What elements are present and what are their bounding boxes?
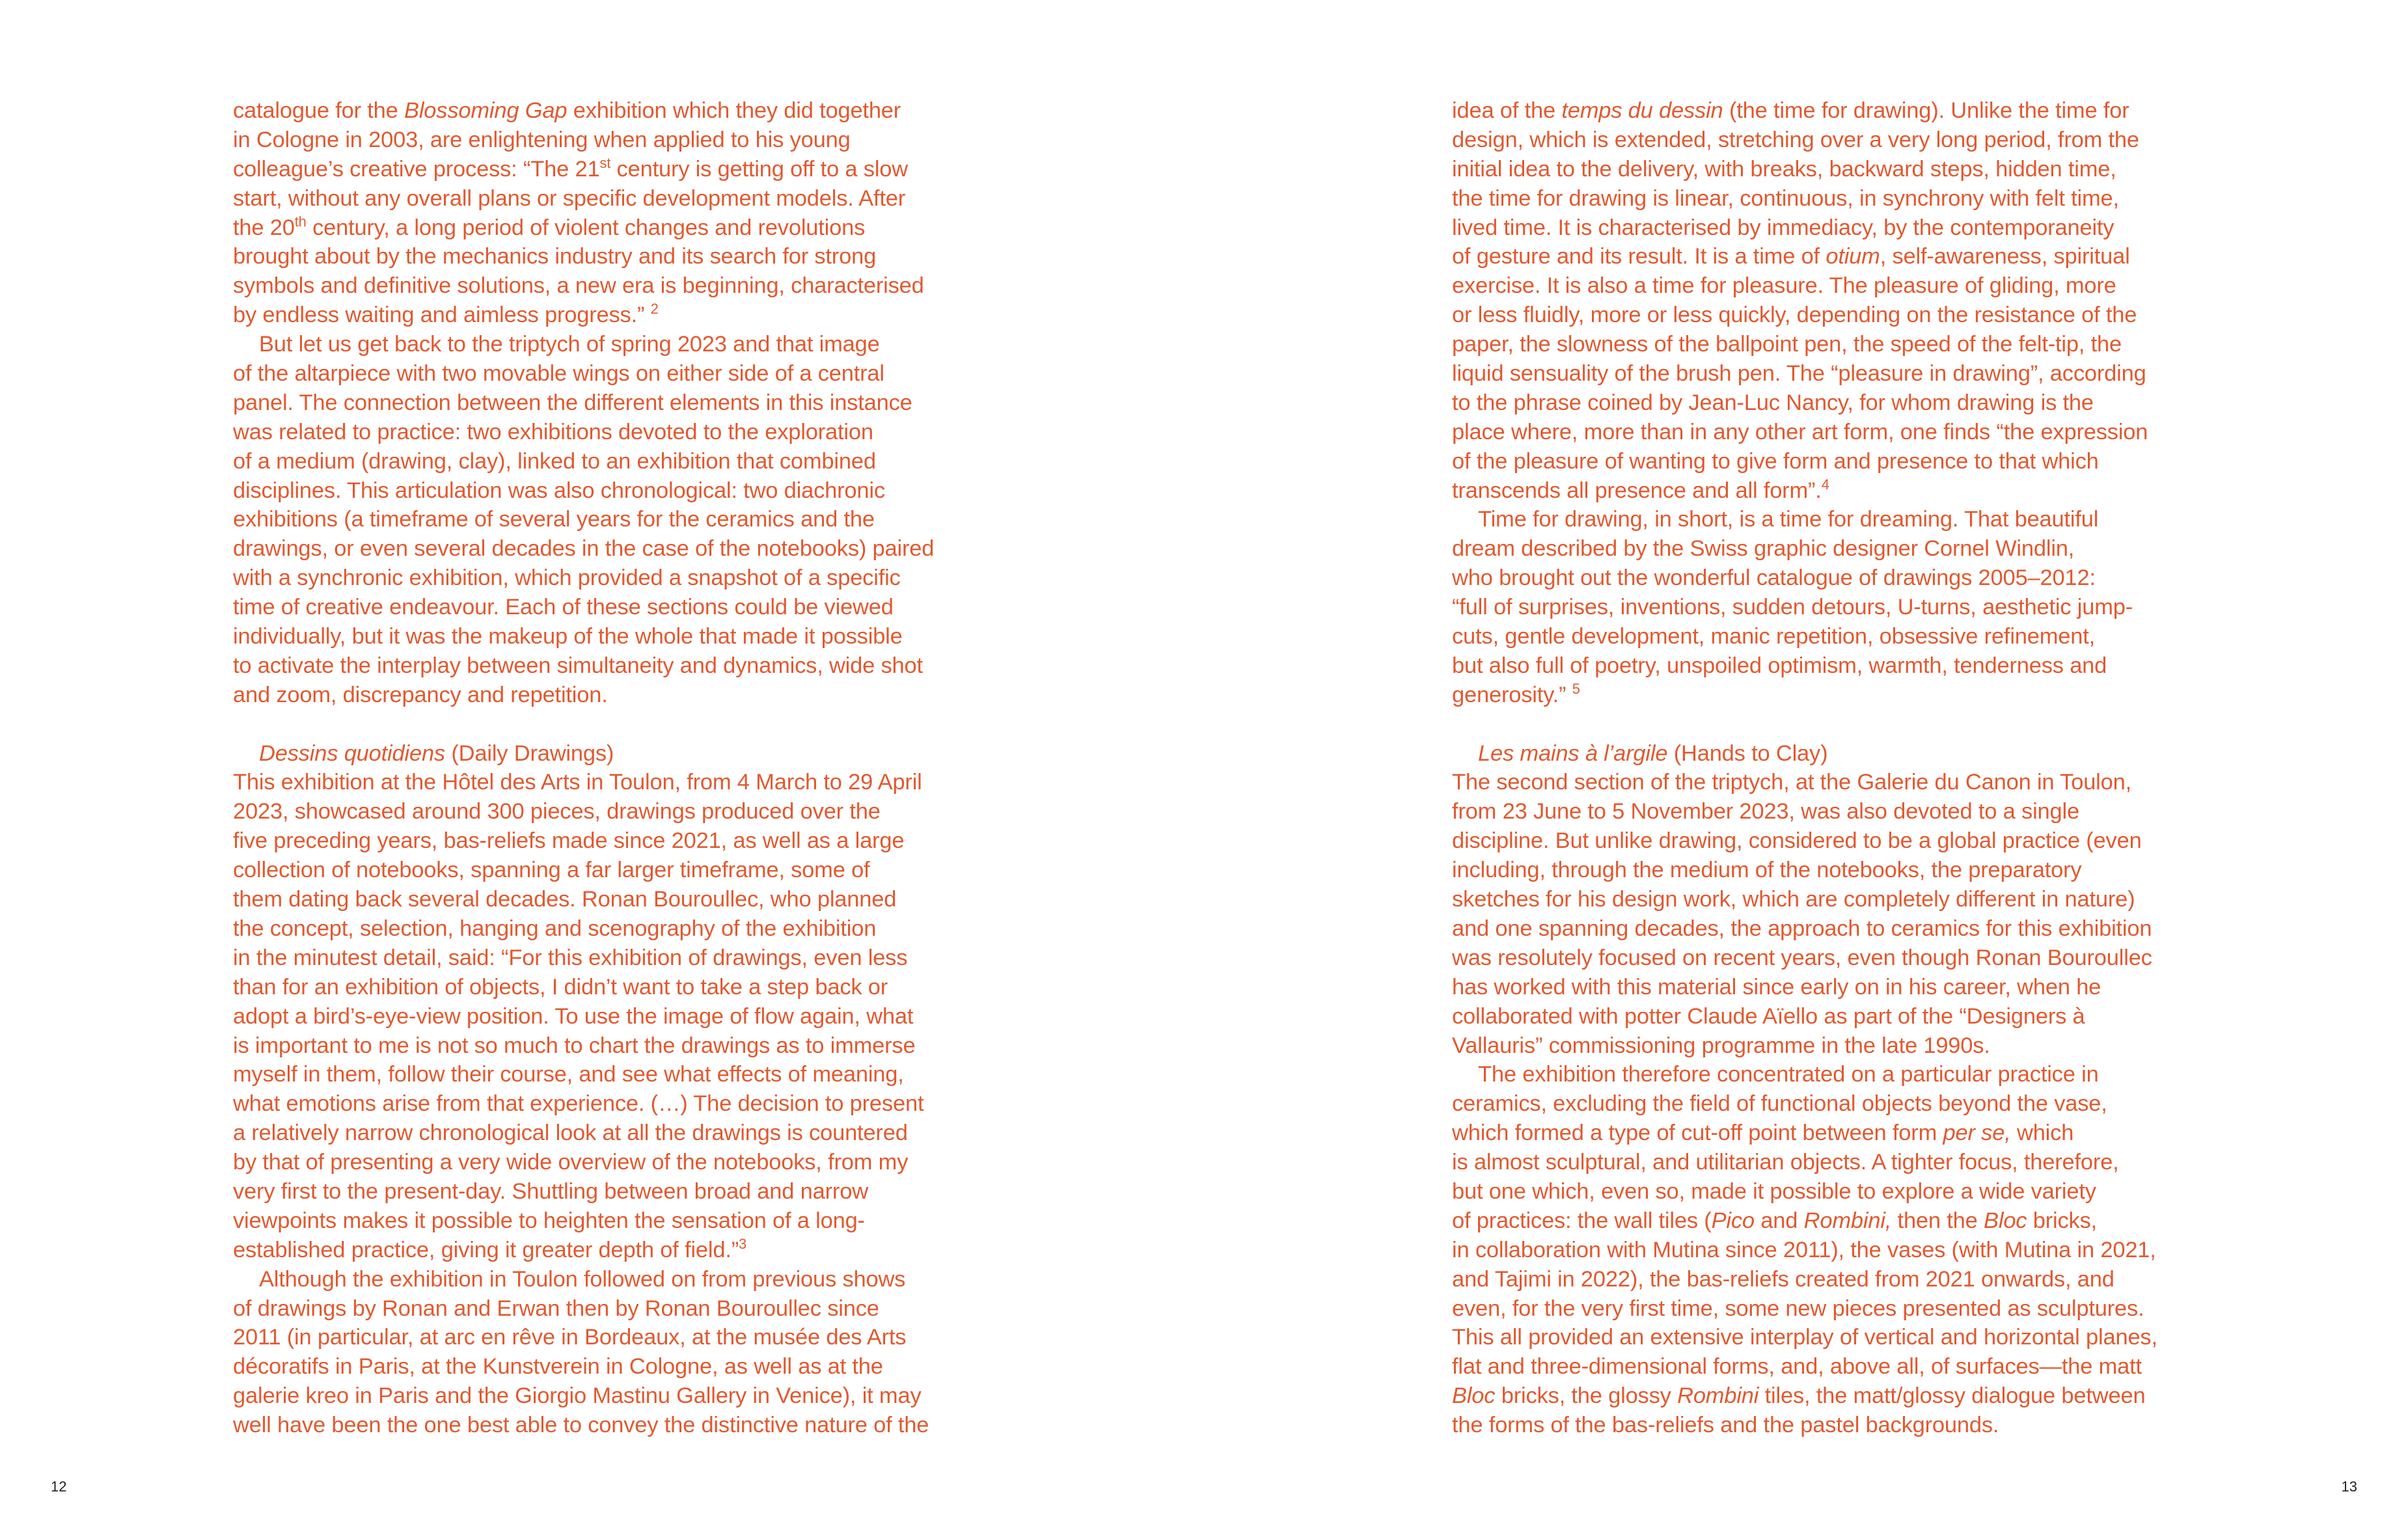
text-line [1452, 1177, 2200, 1206]
text-run: Time for drawing, in short, is a time for dreaming. That beautiful [1478, 507, 2099, 532]
text-run: sketches for his design work, which are completely different in nature) [1452, 887, 2135, 912]
text-line [1452, 1352, 2200, 1381]
text-run: of practices: the wall tiles ( [1452, 1208, 1712, 1233]
text-line [233, 1206, 981, 1236]
text-line [1452, 1089, 2200, 1119]
text-line [1452, 155, 2200, 184]
text-run: a relatively narrow chronological look at all the drawings is countered [233, 1121, 908, 1146]
text-line [233, 242, 981, 271]
text-line [233, 418, 981, 447]
text-run: of the pleasure of wanting to give form and presence to that which [1452, 448, 2099, 474]
text-run: and zoom, discrepancy and repetition. [233, 682, 608, 707]
text-column-right [1452, 96, 2200, 1440]
text-run: which [2010, 1121, 2074, 1146]
text-line [1452, 388, 2200, 418]
text-line [233, 1060, 981, 1089]
text-run: start, without any overall plans or specific development models. After [233, 185, 906, 211]
text-run: and [1754, 1208, 1804, 1233]
text-run: myself in them, follow their course, and see what effects of meaning, [233, 1062, 904, 1087]
text-line [233, 651, 981, 681]
text-run: century, a long period of violent changes and revolutions [306, 215, 866, 240]
text-line [1452, 1381, 2200, 1411]
text-run: drawings, or even several decades in the case of the notebooks) paired [233, 536, 935, 562]
text-line [233, 681, 981, 710]
text-run: décoratifs in Paris, at the Kunstverein in Cologne, as well as at the [233, 1354, 883, 1380]
text-run: individually, but it was the makeup of the whole that made it possible [233, 624, 903, 649]
text-run: But let us get back to the triptych of spring 2023 and that image [259, 332, 880, 357]
italic-text: otium [1826, 244, 1880, 269]
text-line [233, 885, 981, 914]
paragraph-gap [1452, 710, 2200, 739]
text-run: is almost sculptural, and utilitarian objects. A tighter focus, therefore, [1452, 1150, 2119, 1175]
text-line [1452, 476, 2200, 506]
text-line [1452, 885, 2200, 914]
text-line [1452, 184, 2200, 213]
text-line [233, 826, 981, 856]
text-run: and one spanning decades, the approach to ceramics for this exhibition [1452, 916, 2152, 941]
text-run: collection of notebooks, spanning a far larger timeframe, some of [233, 858, 870, 883]
text-line [1452, 944, 2200, 973]
text-run: (Hands to Clay) [1667, 741, 1828, 766]
text-line [1452, 1002, 2200, 1031]
text-line [233, 856, 981, 885]
text-line [233, 534, 981, 564]
text-run: The second section of the triptych, at the Galerie du Canon in Toulon, [1452, 770, 2132, 795]
italic-text: per se, [1943, 1121, 2011, 1146]
text-line [1452, 826, 2200, 856]
footnote-ref: 3 [739, 1235, 747, 1252]
text-run: century is getting off to a slow [610, 156, 908, 182]
text-line [233, 505, 981, 534]
text-line [233, 914, 981, 944]
text-run: very first to the present-day. Shuttling between broad and narrow [233, 1178, 868, 1204]
text-run: five preceding years, bas-reliefs made since 2021, as well as a large [233, 828, 905, 854]
text-line [1452, 1323, 2200, 1352]
text-line [233, 96, 981, 126]
text-line [1452, 301, 2200, 330]
text-line [233, 593, 981, 622]
text-run: 2023, showcased around 300 pieces, drawings produced over the [233, 799, 881, 824]
text-run: paper, the slowness of the ballpoint pen, the speed of the felt-tip, the [1452, 332, 2122, 357]
text-line [233, 1323, 981, 1352]
text-run: This exhibition at the Hôtel des Arts in Toulon, from 4 March to 29 April [233, 770, 922, 795]
text-line [233, 768, 981, 797]
text-line [233, 1002, 981, 1031]
text-run: The exhibition therefore concentrated on a particular practice in [1478, 1062, 2099, 1087]
text-run: This all provided an extensive interplay of vertical and horizontal planes, [1452, 1325, 2157, 1350]
text-run: who brought out the wonderful catalogue of drawings 2005–2012: [1452, 565, 2096, 591]
text-run: in collaboration with Mutina since 2011), the vases (with Mutina in 2021, [1452, 1237, 2156, 1262]
text-run: adopt a bird’s-eye-view position. To use the image of flow again, what [233, 1003, 914, 1029]
text-run: exercise. It is also a time for pleasure. The pleasure of gliding, more [1452, 273, 2116, 299]
italic-text: Bloc [1452, 1383, 1496, 1409]
text-run: including, through the medium of the notebooks, the preparatory [1452, 858, 2082, 883]
text-run: galerie kreo in Paris and the Giorgio Mastinu Gallery in Venice), it may [233, 1383, 922, 1409]
text-line [1452, 564, 2200, 593]
text-run: was resolutely focused on recent years, even though Ronan Bouroullec [1452, 945, 2152, 970]
text-line [1452, 418, 2200, 447]
text-run: , self-awareness, spiritual [1880, 244, 2130, 269]
text-run: by endless waiting and aimless progress.” [233, 303, 651, 328]
text-line [233, 622, 981, 651]
text-run: established practice, giving it greater depth of field.” [233, 1237, 739, 1262]
text-run: discipline. But unlike drawing, considered to be a global practice (even [1452, 828, 2142, 854]
text-line [233, 1148, 981, 1177]
text-run: place where, more than in any other art form, one finds “the expression [1452, 419, 2148, 444]
text-run: even, for the very first time, some new pieces presented as sculptures. [1452, 1296, 2144, 1321]
text-line [1452, 534, 2200, 564]
footnote-ref: 2 [650, 301, 659, 318]
text-run: disciplines. This articulation was also chronological: two diachronic [233, 478, 885, 503]
text-line [233, 301, 981, 330]
text-run: to the phrase coined by Jean-Luc Nancy, for whom drawing is the [1452, 390, 2094, 415]
text-line [1452, 1119, 2200, 1148]
text-line [233, 564, 981, 593]
text-run: than for an exhibition of objects, I didn’t want to take a step back or [233, 974, 888, 1000]
text-run: has worked with this material since early on in his career, when he [1452, 974, 2101, 1000]
text-line [1452, 1294, 2200, 1324]
text-run: transcends all presence and all form”. [1452, 478, 1822, 503]
text-run: tiles, the matt/glossy dialogue between [1758, 1383, 2146, 1409]
text-run: colleague’s creative process: “The 21 [233, 156, 600, 182]
text-run: but also full of poetry, unspoiled optimism, warmth, tenderness and [1452, 653, 2107, 678]
text-run: initial idea to the delivery, with breaks, backward steps, hidden time, [1452, 156, 2116, 182]
text-line [1452, 1236, 2200, 1265]
text-line [1452, 973, 2200, 1002]
page-number-left: 12 [51, 1478, 67, 1495]
text-run: well have been the one best able to convey the distinctive nature of the [233, 1413, 929, 1438]
text-line [1452, 1148, 2200, 1177]
text-line [1452, 1060, 2200, 1089]
text-line [233, 1411, 981, 1440]
italic-text: Rombini [1677, 1383, 1759, 1409]
text-run: of the altarpiece with two movable wings on either side of a central [233, 361, 884, 387]
text-run: in the minutest detail, said: “For this exhibition of drawings, even less [233, 945, 908, 970]
text-run: Although the exhibition in Toulon followed on from previous shows [259, 1266, 906, 1292]
text-line [1452, 593, 2200, 622]
footnote-ref: st [599, 154, 611, 171]
text-run: the concept, selection, hanging and scenography of the exhibition [233, 916, 877, 941]
text-line [1452, 359, 2200, 388]
text-run: (Daily Drawings) [445, 741, 614, 766]
text-run: then the [1891, 1208, 1984, 1233]
text-line [233, 944, 981, 973]
italic-text: Dessins quotidiens [259, 741, 445, 766]
text-run: from 23 June to 5 November 2023, was also devoted to a single [1452, 799, 2079, 824]
text-line [1452, 681, 2200, 710]
text-line [1452, 96, 2200, 126]
text-run: the 20 [233, 215, 295, 240]
text-line [1452, 447, 2200, 476]
text-line [1452, 213, 2200, 243]
text-run: 2011 (in particular, at arc en rêve in Bordeaux, at the musée des Arts [233, 1325, 907, 1350]
text-run: “full of surprises, inventions, sudden detours, U-turns, aesthetic jump- [1452, 595, 2133, 620]
text-run: bricks, the glossy [1495, 1383, 1678, 1409]
text-line [233, 1031, 981, 1061]
text-run: catalogue for the [233, 98, 405, 123]
text-run: in Cologne in 2003, are enlightening when applied to his young [233, 127, 851, 152]
paragraph-gap [233, 710, 981, 739]
text-run: design, which is extended, stretching over a very long period, from the [1452, 127, 2139, 152]
text-line [233, 797, 981, 826]
text-line [1452, 505, 2200, 534]
text-run: was related to practice: two exhibitions devoted to the exploration [233, 419, 873, 444]
text-run: of gesture and its result. It is a time of [1452, 244, 1826, 269]
text-line [233, 184, 981, 213]
text-run: liquid sensuality of the brush pen. The “pleasure in drawing”, according [1452, 361, 2146, 387]
text-line [233, 388, 981, 418]
text-run: to activate the interplay between simultaneity and dynamics, wide shot [233, 653, 923, 678]
text-line [1452, 856, 2200, 885]
text-run: dream described by the Swiss graphic designer Cornel Windlin, [1452, 536, 2075, 562]
text-run: is important to me is not so much to chart the drawings as to immerse [233, 1033, 916, 1058]
text-line [1452, 651, 2200, 681]
text-line [1452, 242, 2200, 271]
text-line [1452, 768, 2200, 797]
italic-text: Bloc [1984, 1208, 2027, 1233]
text-run: lived time. It is characterised by immediacy, by the contemporaneity [1452, 215, 2114, 240]
text-line [1452, 1411, 2200, 1440]
text-line [1452, 797, 2200, 826]
text-line [1452, 914, 2200, 944]
italic-text: Les mains à l’argile [1478, 741, 1668, 766]
text-run: ceramics, excluding the field of functional objects beyond the vase, [1452, 1091, 2107, 1117]
text-line [233, 447, 981, 476]
text-run: what emotions arise from that experience. (…) The decision to present [233, 1091, 924, 1117]
text-run: flat and three-dimensional forms, and, above all, of surfaces—the matt [1452, 1354, 2142, 1380]
page-number-right: 13 [2341, 1478, 2357, 1495]
text-line [233, 271, 981, 301]
text-run: the time for drawing is linear, continuous, in synchrony with felt time, [1452, 185, 2119, 211]
text-run: collaborated with potter Claude Aïello as part of the “Designers à [1452, 1003, 2085, 1029]
text-run: of drawings by Ronan and Erwan then by Ronan Bouroullec since [233, 1296, 879, 1321]
footnote-ref: 4 [1821, 476, 1829, 493]
text-line [1452, 739, 2200, 768]
page-right [1204, 0, 2408, 1537]
text-line [233, 1236, 981, 1265]
text-run: and Tajimi in 2022), the bas-reliefs created from 2021 onwards, and [1452, 1266, 2114, 1292]
text-run: exhibitions (a timeframe of several years for the ceramics and the [233, 507, 875, 532]
text-run: by that of presenting a very wide overview of the notebooks, from my [233, 1150, 909, 1175]
text-run: panel. The connection between the different elements in this instance [233, 390, 912, 415]
footnote-ref: 5 [1572, 680, 1580, 697]
text-line [233, 1089, 981, 1119]
text-line [233, 1265, 981, 1294]
text-run: idea of the [1452, 98, 1562, 123]
text-line [233, 1119, 981, 1148]
text-line [233, 126, 981, 155]
italic-text: Pico [1711, 1208, 1755, 1233]
text-line [233, 739, 981, 768]
text-run: cuts, gentle development, manic repetition, obsessive refinement, [1452, 624, 2096, 649]
text-line [233, 330, 981, 359]
text-run: of a medium (drawing, clay), linked to an exhibition that combined [233, 448, 876, 474]
text-line [233, 359, 981, 388]
text-line [233, 155, 981, 184]
text-run: viewpoints makes it possible to heighten the sensation of a long- [233, 1208, 865, 1233]
text-run: the forms of the bas-reliefs and the pastel backgrounds. [1452, 1413, 1999, 1438]
text-run: brought about by the mechanics industry and its search for strong [233, 244, 877, 269]
italic-text: Blossoming Gap [404, 98, 568, 123]
text-line [1452, 1265, 2200, 1294]
text-line [233, 1352, 981, 1381]
text-run: (the time for drawing). Unlike the time for [1723, 98, 2129, 123]
text-run: Vallauris” commissioning programme in the late 1990s. [1452, 1033, 1990, 1058]
text-line [233, 973, 981, 1002]
italic-text: Rombini, [1803, 1208, 1892, 1233]
text-run: generosity.” [1452, 682, 1572, 707]
text-line [1452, 622, 2200, 651]
text-line [1452, 126, 2200, 155]
text-run: them dating back several decades. Ronan Bouroullec, who planned [233, 887, 897, 912]
text-line [1452, 1206, 2200, 1236]
text-line [233, 1177, 981, 1206]
text-line [1452, 271, 2200, 301]
text-run: which formed a type of cut-off point between form [1452, 1121, 1943, 1146]
italic-text: temps du dessin [1561, 98, 1723, 123]
text-column-left [233, 96, 981, 1440]
text-line [1452, 330, 2200, 359]
text-run: symbols and definitive solutions, a new era is beginning, characterised [233, 273, 924, 299]
text-run: or less fluidly, more or less quickly, depending on the resistance of the [1452, 303, 2137, 328]
text-run: bricks, [2027, 1208, 2098, 1233]
text-line [233, 476, 981, 506]
text-run: time of creative endeavour. Each of these sections could be viewed [233, 595, 894, 620]
text-run: but one which, even so, made it possible to explore a wide variety [1452, 1178, 2096, 1204]
text-line [233, 1294, 981, 1324]
footnote-ref: th [294, 213, 307, 230]
text-line [1452, 1031, 2200, 1061]
text-line [233, 1381, 981, 1411]
text-run: exhibition which they did together [567, 98, 901, 123]
text-run: with a synchronic exhibition, which provided a snapshot of a specific [233, 565, 901, 591]
text-line [233, 213, 981, 243]
